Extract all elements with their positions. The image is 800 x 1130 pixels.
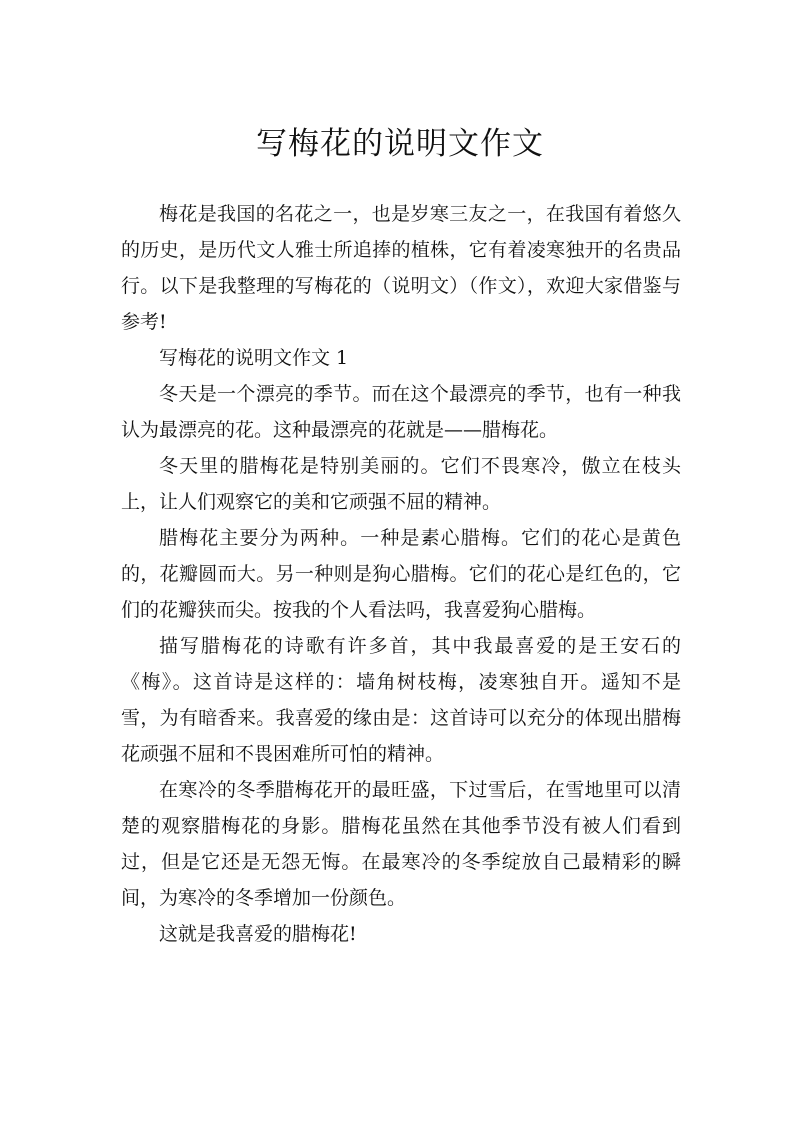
section-heading: 写梅花的说明文作文 1 — [159, 347, 349, 369]
paragraph: 腊梅花主要分为两种。一种是素心腊梅。它们的花心是黄色的，花瓣圆而大。另一种则是狗心腊梅。它们的花心是红色的，它们的花瓣狭而尖。按我的个人看法吗，我喜爱狗心腊梅。 — [121, 527, 681, 621]
paragraph: 冬天是一个漂亮的季节。而在这个最漂亮的季节，也有一种我认为最漂亮的花。这种最漂亮的花就是——腊梅花。 — [121, 383, 681, 441]
paragraph: 冬天里的腊梅花是特别美丽的。它们不畏寒冷，傲立在枝头上，让人们观察它的美和它顽强不屈的精神。 — [121, 455, 681, 513]
document-body — [121, 196, 681, 952]
intro-paragraph: 梅花是我国的名花之一，也是岁寒三友之一，在我国有着悠久的历史，是历代文人雅士所追捧的植株，它有着凌寒独开的名贵品行。以下是我整理的写梅花的（说明文）（作文），欢迎大家借鉴与参考! — [121, 203, 681, 333]
paragraph: 在寒冷的冬季腊梅花开的最旺盛，下过雪后，在雪地里可以清楚的观察腊梅花的身影。腊梅花虽然在其他季节没有被人们看到过，但是它还是无怨无悔。在最寒冷的冬季绽放自己最精彩的瞬间，为寒冷的冬季增加一份颜色。 — [121, 779, 681, 909]
closing-paragraph: 这就是我喜爱的腊梅花! — [159, 923, 357, 945]
paragraph: 描写腊梅花的诗歌有许多首，其中我最喜爱的是王安石的《梅》。这首诗是这样的：墙角树枝梅，凌寒独自开。遥知不是雪，为有暗香来。我喜爱的缘由是：这首诗可以充分的体现出腊梅花顽强不屈和不畏困难所可怕的精神。 — [121, 635, 681, 765]
document-title: 写梅花的说明文作文 — [256, 126, 544, 162]
